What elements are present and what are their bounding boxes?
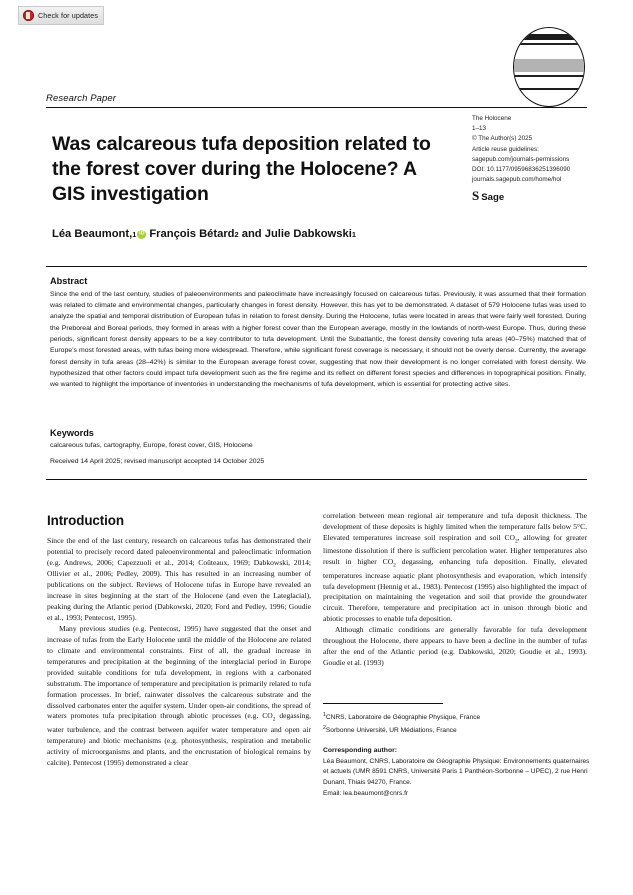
intro-paragraph-3 — [323, 511, 587, 625]
journal-pages: 1–13 — [472, 125, 487, 133]
corresponding-author-heading: Corresponding author: — [323, 746, 398, 754]
check-for-updates-label: Check for updates — [38, 11, 99, 20]
sage-logo-mark: S — [472, 188, 480, 204]
header-rule — [46, 107, 587, 108]
intro-paragraph-2-part-b: degassing, water turbulence, and the contrast between aquifer water temperature and open air temperature) and biotic mechanisms (e.g. photosynthesis, respiration and metabolic activity of microorganisms and plants, and the encrustation of biological remains by calcite). Pentecost (1995) demonstrated a clear — [47, 711, 311, 767]
journal-name: The Holocene — [472, 115, 512, 122]
author-list — [52, 228, 472, 240]
author-2-affiliation-marker: 2 — [234, 229, 239, 239]
abstract-bottom-rule — [46, 479, 587, 480]
received-dates: Received 14 April 2025; revised manuscript accepted 14 October 2025 — [50, 458, 265, 465]
author-conjunction: and — [241, 228, 262, 240]
check-for-updates-badge[interactable] — [18, 6, 104, 25]
co2-subscript-left: 2 — [272, 716, 276, 723]
author-1-affiliation-marker: 1 — [132, 229, 137, 239]
corresponding-author-address: Léa Beaumont, CNRS, Laboratoire de Géographie Physique: Environnements quaternaires et actuels (UMR 8591 CNRS, Université Paris 1 Panthéon-Sorbonne – UPEC), 2 rue Henri Dunant, Thiais 94270, France. — [323, 757, 590, 787]
intro-paragraph-2-part-a: Many previous studies (e.g. Pentecost, 1995) have suggested that the onset and increase of tufas from the Early Holocene until the middle of the Holocene are related to climate and environmental constraints. First of all, the gradual increase in temperatures and precipitation at the beginning of the interglacial period in Europe provided suitable conditions for tufa development, in regions with a carbonated substratum. The importance of temperature and precipitation is primarily related to tufa formation processes. In brief, rainwater dissolves the calcareous substrate and the dissolved carbonates enter the aquifer system. Under open-air conditions, the spread of waters promotes tufa precipitation through abiotic processes (e.g. CO — [47, 623, 311, 721]
abstract-heading: Abstract — [50, 276, 88, 286]
orcid-icon[interactable] — [137, 230, 146, 239]
affiliation-2-text: Sorbonne Université, UR Médiations, France — [325, 727, 457, 735]
copyright-line: © The Author(s) 2025 — [472, 135, 533, 143]
affiliation-2 — [323, 724, 591, 737]
journal-logo-ring — [513, 27, 585, 107]
logo-band-thin-upper — [513, 43, 585, 45]
abstract-top-rule — [46, 266, 587, 267]
reuse-guidelines-label: Article reuse guidelines: — [472, 145, 539, 153]
journal-metadata — [472, 114, 592, 203]
introduction-heading: Introduction — [47, 513, 124, 528]
permissions-link[interactable]: sagepub.com/journals-permissions — [472, 155, 570, 163]
keywords-text: calcareous tufas, cartography, Europe, forest cover, GIS, Holocene — [50, 441, 253, 449]
intro-paragraph-3-part-b: , allowing for greater limestone dissolution if there is sufficient percolation water. Higher temperatures also result in higher CO — [323, 532, 588, 567]
author-3-affiliation-marker: 1 — [351, 229, 356, 239]
body-column-right — [323, 511, 587, 669]
footnote-block — [323, 711, 591, 799]
doi-line[interactable]: DOI: 10.1177/09596836251396090 — [472, 165, 571, 173]
sage-logo — [472, 189, 592, 203]
abstract-text: Since the end of the last century, studies of paleoenvironments and paleoclimate have increasingly focused on calcareous tufas. Previously, it was assumed that their formation was related to climate and environmental changes, particularly changes in forest density. However, this has yet to be demonstrated. A dataset of 579 Holocene tufas was used to analyze the spatial and temporal distribution of European tufas in relation to forest density. During the Holocene, tufas were located in areas that were fairly well forested. During the Preboreal and Boreal periods, they formed in areas with a higher forest cover than the European average, mostly in the lowlands of north-west Europe. Thus, during these periods, significant forest density appears to be a key contributor to tufa development. Until the Subatlantic, the forest density covering tufa areas (40–75%) matched that of Europe’s most forested areas, with tufas being more widespread. Therefore, while significant forest coverage is necessary, it should not be overly dense. Currently, the average forest density in tufa areas (28–42%) is similar to the European average forest cover, suggesting that now their development is no longer correlated with forest density. We hypothesized that other factors could impact tufa development such as the fire regime and its reflect on different forest species and differences in topographical position. Finally, we wanted to highlight the importance of inventories in understanding the mechanisms of tufa development, which is essential for protecting active sites. — [50, 290, 586, 389]
keywords-section — [50, 428, 530, 451]
crossmark-icon — [23, 10, 34, 21]
author-3-name: Julie Dabkowski — [264, 228, 352, 240]
affiliation-1-text: CNRS, Laboratoire de Géographie Physique, France — [325, 714, 481, 722]
logo-band-dark-top — [513, 34, 585, 40]
intro-paragraph-3-part-c: degassing, enhancing tufa deposition. Finally, elevated temperatures increase aquatic plant photosynthesis and evaporation, which intensify tufa development (Hennig et al., 1983). Pentecost (1995) also highlighted the impact of precipitation on maintaining the vegetation and soil that provide the groundwater circuit. Therefore, temperature and precipitation act in unison through biotic and abiotic processes to enable tufa deposition. — [323, 557, 588, 624]
abstract-section — [50, 276, 586, 391]
journal-home-link[interactable]: journals.sagepub.com/home/hol — [472, 176, 562, 184]
corresponding-author-email[interactable]: Email: lea.beaumont@cnrs.fr — [323, 789, 409, 797]
co2-subscript-right-2: 2 — [393, 562, 396, 569]
author-1-name: Léa Beaumont, — [52, 228, 133, 240]
intro-paragraph-2 — [47, 624, 311, 769]
affiliation-1-marker: 1 — [323, 712, 326, 718]
co2-subscript-right-1: 2 — [514, 538, 518, 545]
logo-band-thin-mid — [513, 75, 585, 77]
body-column-left — [47, 511, 311, 769]
footnote-rule — [323, 703, 443, 704]
logo-band-gray — [513, 59, 585, 72]
intro-paragraph-1: Since the end of the last century, research on calcareous tufas has demonstrated their potential to precisely record dated paleoenvironmental and paleoclimatic information (e.g. Andrews, 2006; Capezzuoli et al., 2014; Coûteaux, 1969; Dabkowski, 2014; Ollivier et al., 2006; Pedley, 2009). This has resulted in an increasing number of publications on the subject. Reviews of Holocene tufas in Europe have revealed an increase in sites beginning at the start of the Holocene (and even the Lateglacial), peaking during the Atlantic period (Dabkowski, 2020; Ford and Pedley, 1996; Goudie et al., 1993; Pentecost, 1995). — [47, 536, 311, 622]
page-title: Was calcareous tufa deposition related to the forest cover during the Holocene? A GIS investigation — [52, 132, 431, 205]
sage-logo-text: Sage — [481, 192, 505, 204]
affiliation-1 — [323, 711, 591, 724]
journal-logo — [513, 27, 585, 107]
author-2-name: François Bétard — [149, 228, 235, 240]
article-type-kicker: Research Paper — [46, 93, 117, 104]
intro-paragraph-4: Although climatic conditions are generally favorable for tufa development throughout the Holocene, there appears to have been a decline in the number of tufas after the end of the Atlantic period (e.g. Dabkowski, 2020; Goudie et al., 1993). Goudie et al. (1993) — [323, 625, 587, 668]
logo-band-thin-lower — [513, 88, 585, 90]
intro-paragraph-3-part-a: correlation between mean regional air temperature and tufa deposit thickness. The development of these deposits is highly limited when the temperature falls below 5°C. Elevated temperatures increase soil respiration and soil CO — [323, 511, 587, 542]
affiliation-2-marker: 2 — [323, 724, 326, 731]
keywords-heading: Keywords — [50, 428, 94, 438]
